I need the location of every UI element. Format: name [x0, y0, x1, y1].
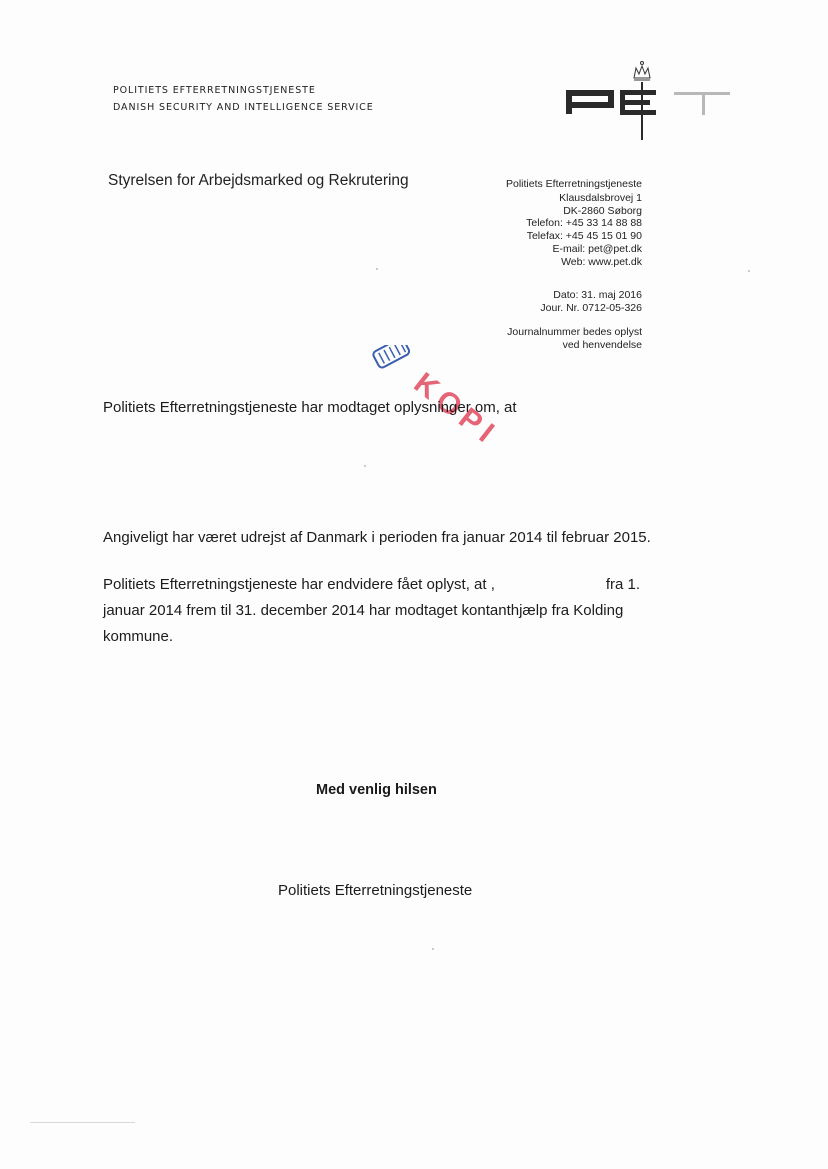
org-header [113, 82, 374, 116]
stamp-text: KOPI [407, 366, 505, 453]
sender-street: Klausdalsbrovej 1 [559, 191, 642, 204]
journal-note [507, 326, 642, 352]
logo-letter-e [620, 82, 656, 140]
pet-logo [562, 60, 732, 142]
journal-note-line-2: ved henvendelse [562, 339, 642, 351]
sender-fax: Telefax: +45 45 15 01 90 [526, 230, 642, 243]
journal-note-line-1: Journalnummer bedes oplyst [507, 326, 642, 338]
scan-speck [376, 268, 378, 270]
scan-line [30, 1122, 135, 1123]
sender-address [506, 178, 642, 269]
crown-icon [634, 62, 650, 81]
closing-greeting: Med venlig hilsen [316, 782, 437, 798]
date-block [540, 289, 642, 315]
paragraph-3 [103, 572, 640, 650]
paragraph-3-line-1-right: fra 1. [605, 576, 640, 593]
sender-name: Politiets Efterretningstjeneste [506, 178, 642, 190]
logo-letter-p [566, 90, 614, 114]
scan-speck [432, 948, 434, 950]
paragraph-2: Angiveligt har været udrejst af Danmark i perioden fra januar 2014 til februar 2015. [103, 529, 651, 546]
letter-date: Dato: 31. maj 2016 [553, 289, 642, 301]
stamp-hand-icon [372, 345, 410, 369]
recipient: Styrelsen for Arbejdsmarked og Rekrutering [108, 172, 409, 189]
sender-web: Web: www.pet.dk [561, 255, 642, 268]
scan-speck [748, 270, 750, 272]
org-name-danish: POLITIETS EFTERRETNINGSTJENESTE [113, 85, 316, 96]
sender-city: DK-2860 Søborg [563, 204, 642, 217]
sender-email: E-mail: pet@pet.dk [552, 242, 642, 255]
journal-number: Jour. Nr. 0712-05-326 [540, 302, 642, 314]
signoff: Politiets Efterretningstjeneste [278, 882, 473, 899]
paragraph-1: Politiets Efterretningstjeneste har modtaget oplysninger om, at [103, 399, 517, 416]
paragraph-3-line-1-left: Politiets Efterretningstjeneste har endvidere fået oplyst, at , [103, 576, 495, 593]
logo-letter-t [674, 92, 730, 115]
org-name-english: DANISH SECURITY AND INTELLIGENCE SERVICE [113, 102, 374, 113]
paragraph-3-line-1 [103, 572, 640, 598]
sender-phone: Telefon: +45 33 14 88 88 [526, 217, 642, 230]
paragraph-3-line-3: kommune. [103, 628, 174, 645]
scan-speck [364, 465, 366, 467]
paragraph-3-line-2: januar 2014 frem til 31. december 2014 har modtaget kontanthjælp fra Kolding [103, 602, 624, 619]
